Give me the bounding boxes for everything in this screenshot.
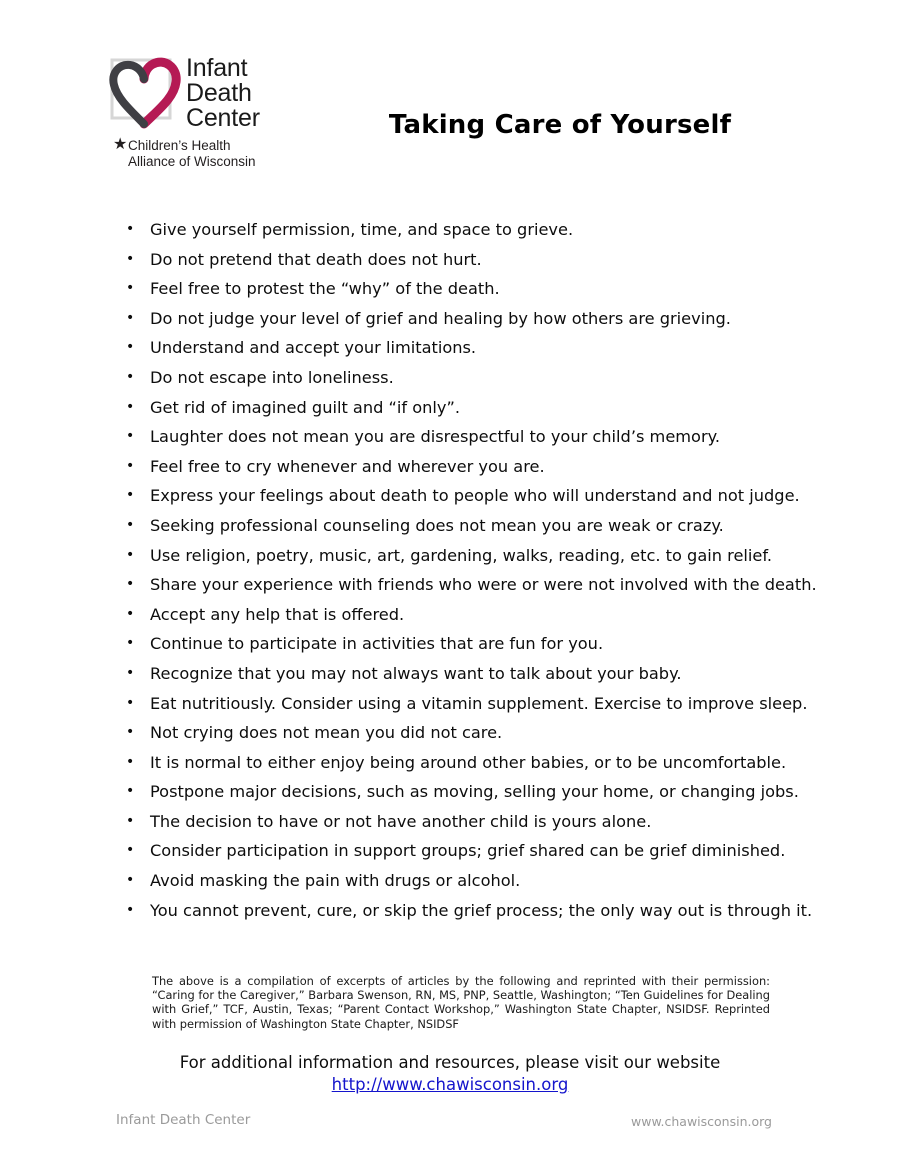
list-item xyxy=(0,245,900,275)
list-item-text: It is normal to either enjoy being around other babies, or to be uncomfortable. xyxy=(150,752,787,772)
list-item xyxy=(0,896,900,926)
bullet-icon: • xyxy=(126,872,135,889)
bullet-icon: • xyxy=(126,753,135,770)
list-item-text: Feel free to protest the “why” of the death. xyxy=(150,279,500,299)
page-footer xyxy=(0,1112,900,1142)
bullet-icon: • xyxy=(126,635,135,652)
list-item xyxy=(0,333,900,363)
website-invitation: For additional information and resources, please visit our website xyxy=(179,1053,721,1072)
logo-tagline xyxy=(113,136,286,169)
list-item-text: Use religion, poetry, music, art, gardening, walks, reading, etc. to gain relief. xyxy=(150,545,773,565)
list-item-text: Recognize that you may not always want to talk about your baby. xyxy=(150,663,682,683)
bullet-icon: • xyxy=(126,457,135,474)
list-item xyxy=(0,215,900,245)
website-link[interactable]: http://www.chawisconsin.org xyxy=(331,1075,569,1094)
list-item-text: Continue to participate in activities that are fun for you. xyxy=(150,634,604,654)
bullet-icon: • xyxy=(126,694,135,711)
list-item xyxy=(0,541,900,571)
list-item-text: Feel free to cry whenever and wherever you are. xyxy=(150,456,545,476)
footer-website: www.chawisconsin.org xyxy=(631,1114,772,1129)
bullet-icon: • xyxy=(126,309,135,326)
list-item-text: Give yourself permission, time, and space to grieve. xyxy=(150,220,574,239)
bullet-icon: • xyxy=(126,546,135,563)
logo-wordmark xyxy=(186,52,260,131)
bullet-icon: • xyxy=(126,812,135,829)
list-item-text: Get rid of imagined guilt and “if only”. xyxy=(150,397,461,417)
bullet-icon: • xyxy=(126,339,135,356)
list-item xyxy=(0,304,900,334)
bullet-icon: • xyxy=(126,398,135,415)
bullet-icon: • xyxy=(126,724,135,741)
footer-organization: Infant Death Center xyxy=(116,1112,251,1128)
bullet-icon: • xyxy=(126,842,135,859)
list-item-text: Postpone major decisions, such as moving, selling your home, or changing jobs. xyxy=(150,782,799,802)
list-item xyxy=(0,777,900,807)
logo-tagline-line-2: Alliance of Wisconsin xyxy=(128,153,256,169)
list-item xyxy=(0,363,900,393)
page-title: Taking Care of Yourself xyxy=(388,110,732,140)
list-item-text: Consider participation in support groups; grief shared can be grief diminished. xyxy=(150,841,786,861)
logo-word-line-2: Death xyxy=(186,79,252,107)
list-item-text: You cannot prevent, cure, or skip the grief process; the only way out is through it. xyxy=(150,900,813,920)
list-item-text: Not crying does not mean you did not care. xyxy=(150,723,503,743)
list-item-text: Do not pretend that death does not hurt. xyxy=(150,249,482,269)
list-item xyxy=(0,511,900,541)
list-item xyxy=(0,570,900,600)
logo-top-row xyxy=(106,52,286,136)
bullet-icon: • xyxy=(126,221,135,237)
list-item xyxy=(0,748,900,778)
bullet-icon: • xyxy=(126,428,135,445)
bullet-icon: • xyxy=(126,516,135,533)
list-item-text: Express your feelings about death to people who will understand and not judge. xyxy=(150,486,800,506)
list-item xyxy=(0,807,900,837)
list-item xyxy=(0,422,900,452)
bullet-icon: • xyxy=(126,280,135,297)
bullet-icon: • xyxy=(126,250,135,267)
bullet-icon: • xyxy=(126,576,135,593)
logo-word-line-3: Center xyxy=(186,104,260,132)
organization-logo xyxy=(106,52,286,169)
document-header xyxy=(0,52,900,192)
list-item xyxy=(0,481,900,511)
list-item xyxy=(0,836,900,866)
list-item xyxy=(0,659,900,689)
list-item-text: Accept any help that is offered. xyxy=(150,604,405,624)
bullet-icon: • xyxy=(126,783,135,800)
list-item-text: The decision to have or not have another child is yours alone. xyxy=(150,811,652,831)
bullet-icon: • xyxy=(126,487,135,504)
bullet-icon: • xyxy=(126,901,135,918)
list-item-text: Eat nutritiously. Consider using a vitamin supplement. Exercise to improve sleep. xyxy=(150,693,808,713)
bullet-icon: • xyxy=(126,368,135,385)
list-item xyxy=(0,393,900,423)
website-block xyxy=(150,1052,750,1096)
logo-word-line-1: Infant xyxy=(186,54,248,82)
list-item xyxy=(0,600,900,630)
bullet-icon: • xyxy=(126,664,135,681)
attribution-note: The above is a compilation of excerpts of articles by the following and reprinted with their permission: “Caring for the Caregiver,” Barbara Swenson, RN, MS, PNP, Seattle, Washington; “Ten Guidelines for Dealing with Grief,” TCF, Austin, Texas; “Parent Contact Workshop,” Washington State Chapter, NSIDSF. Reprinted with permission of Washington State Chapter, NSIDSF xyxy=(152,974,770,1031)
list-item xyxy=(0,689,900,719)
list-item xyxy=(0,452,900,482)
list-item xyxy=(0,866,900,896)
list-item xyxy=(0,629,900,659)
list-item xyxy=(0,274,900,304)
heart-in-square-logo-icon xyxy=(106,54,184,136)
list-item-text: Understand and accept your limitations. xyxy=(150,338,477,358)
list-item-text: Seeking professional counseling does not mean you are weak or crazy. xyxy=(150,515,724,535)
bullet-icon: • xyxy=(126,605,135,622)
list-item-text: Do not escape into loneliness. xyxy=(150,367,394,387)
self-care-tips-list xyxy=(0,215,900,925)
list-item-text: Share your experience with friends who were or were not involved with the death. xyxy=(150,575,817,595)
logo-tagline-line-1: Children’s Health xyxy=(128,138,231,153)
list-item-text: Avoid masking the pain with drugs or alcohol. xyxy=(150,871,521,891)
star-icon: ★ xyxy=(113,136,128,153)
list-item xyxy=(0,718,900,748)
list-item-text: Do not judge your level of grief and healing by how others are grieving. xyxy=(150,308,731,328)
list-item-text: Laughter does not mean you are disrespectful to your child’s memory. xyxy=(150,427,721,447)
